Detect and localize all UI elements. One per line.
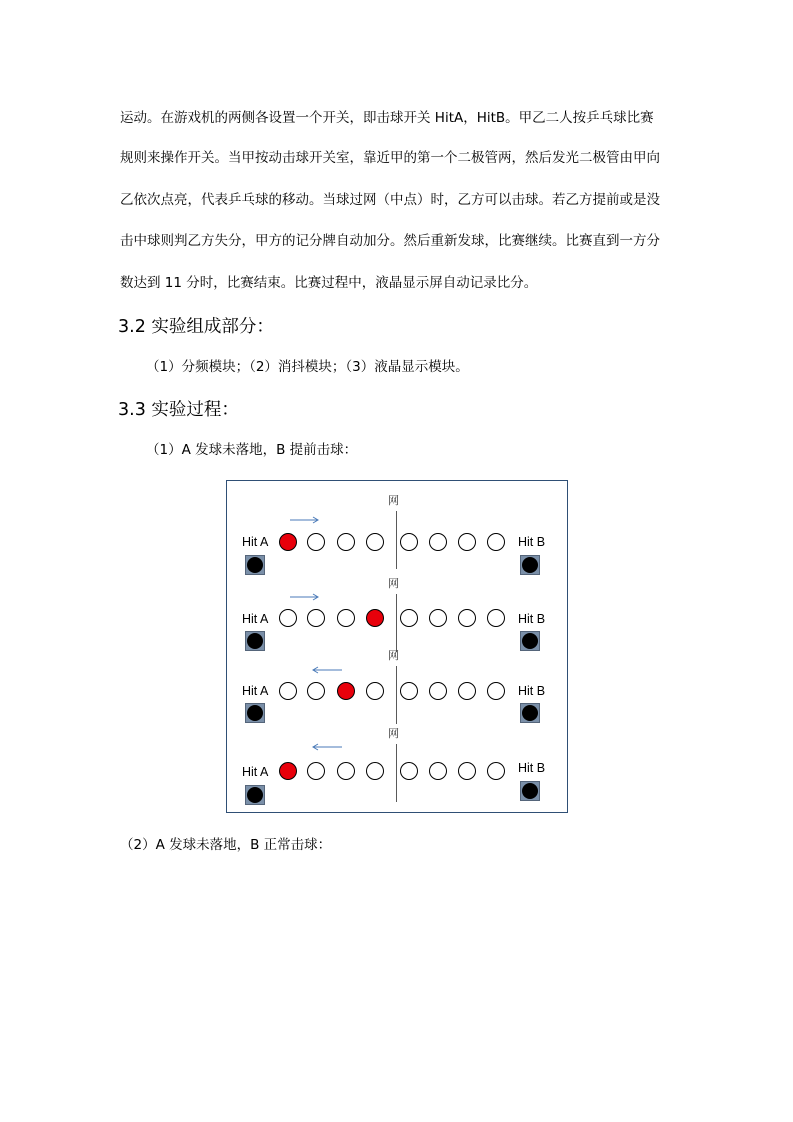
hit-b-button[interactable] <box>520 555 540 575</box>
led <box>458 762 476 780</box>
net-label: 网 <box>388 577 399 590</box>
hit-b-label: Hit B <box>518 612 546 626</box>
led-lit <box>279 533 297 551</box>
led <box>307 533 325 551</box>
hit-a-button[interactable] <box>245 631 265 651</box>
hit-a-label: Hit A <box>242 612 269 626</box>
led <box>366 682 384 700</box>
led-lit <box>366 609 384 627</box>
pingpong-led-figure <box>226 480 568 813</box>
section-3-2-heading: 3.2 实验组成部分： <box>118 317 274 337</box>
led <box>307 682 325 700</box>
led <box>429 609 447 627</box>
led <box>400 609 418 627</box>
hit-b-label: Hit B <box>518 761 546 775</box>
led <box>366 533 384 551</box>
led <box>279 682 297 700</box>
hit-a-button[interactable] <box>245 555 265 575</box>
led <box>429 762 447 780</box>
led <box>337 533 355 551</box>
led <box>487 762 505 780</box>
led <box>366 762 384 780</box>
step-1-caption: （1）A 发球未落地，B 提前击球： <box>146 442 358 458</box>
net-label: 网 <box>388 649 399 662</box>
hit-a-button[interactable] <box>245 785 265 805</box>
led <box>487 609 505 627</box>
section-3-2-content: （1）分频模块；（2）消抖模块；（3）液晶显示模块。 <box>146 359 469 375</box>
led <box>458 533 476 551</box>
direction-arrow-left <box>311 742 344 752</box>
led-lit <box>337 682 355 700</box>
net-line <box>396 744 397 802</box>
net-label: 网 <box>388 494 399 507</box>
net-line <box>396 594 397 652</box>
led <box>337 762 355 780</box>
led <box>307 762 325 780</box>
body-line-4: 击中球则判乙方失分，甲方的记分牌自动加分。然后重新发球，比赛继续。比赛直到一方分 <box>120 233 660 249</box>
direction-arrow-right <box>288 515 320 525</box>
hit-b-button[interactable] <box>520 781 540 801</box>
led <box>400 762 418 780</box>
led <box>458 682 476 700</box>
led <box>487 533 505 551</box>
net-label: 网 <box>388 727 399 740</box>
hit-a-button[interactable] <box>245 703 265 723</box>
hit-a-label: Hit A <box>242 684 269 698</box>
body-line-1: 运动。在游戏机的两侧各设置一个开关，即击球开关 HitA，HitB。甲乙二人按乒乓球比赛 <box>120 110 654 126</box>
hit-b-button[interactable] <box>520 631 540 651</box>
net-line <box>396 666 397 724</box>
step-2-caption: （2）A 发球未落地，B 正常击球： <box>120 837 332 853</box>
hit-a-label: Hit A <box>242 765 269 779</box>
hit-a-label: Hit A <box>242 535 269 549</box>
led <box>307 609 325 627</box>
hit-b-button[interactable] <box>520 703 540 723</box>
led <box>458 609 476 627</box>
led <box>429 682 447 700</box>
led <box>400 533 418 551</box>
body-line-5: 数达到 11 分时，比赛结束。比赛过程中，液晶显示屏自动记录比分。 <box>120 275 538 291</box>
hit-b-label: Hit B <box>518 535 546 549</box>
body-line-2: 规则来操作开关。当甲按动击球开关室，靠近甲的第一个二极管两，然后发光二极管由甲向 <box>120 150 660 166</box>
led-lit <box>279 762 297 780</box>
led <box>429 533 447 551</box>
led <box>400 682 418 700</box>
net-line <box>396 511 397 569</box>
direction-arrow-left <box>311 665 344 675</box>
body-line-3: 乙依次点亮，代表乒乓球的移动。当球过网（中点）时，乙方可以击球。若乙方提前或是没 <box>120 192 660 208</box>
section-3-3-heading: 3.3 实验过程： <box>118 400 239 420</box>
led <box>337 609 355 627</box>
hit-b-label: Hit B <box>518 684 546 698</box>
led <box>279 609 297 627</box>
led <box>487 682 505 700</box>
direction-arrow-right <box>288 592 320 602</box>
